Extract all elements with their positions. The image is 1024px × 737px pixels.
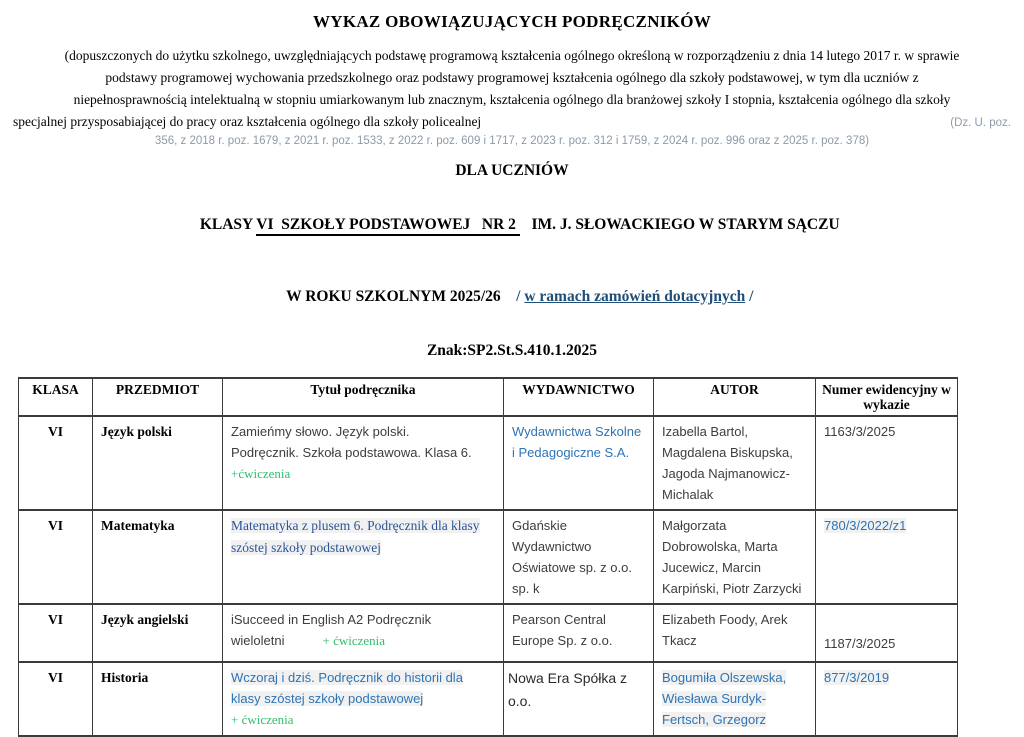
zamowienia-dotacyjne-link[interactable]: w ramach zamówień dotacyjnych [524, 288, 746, 305]
tytul-line2-wrap [231, 630, 495, 651]
klasy-prefix: KLASY [199, 216, 257, 233]
cell-przedmiot: Język polski [93, 416, 223, 510]
intro-line-1: (dopuszczonych do użytku szkolnego, uwzględniających podstawę programową kształcenia ogólnego określoną w rozporządzeniu z dnia 14 lutego 2017 r. w sprawie [64, 48, 960, 63]
tytul-text: Matematyka z plusem 6. Podręcznik dla klasy szóstej szkoły podstawowej [231, 518, 480, 556]
tytul-line: wieloletni [231, 633, 285, 649]
dla-uczniow-heading: DLA UCZNIÓW [455, 162, 569, 179]
cell-przedmiot: Historia [93, 662, 223, 735]
col-header-autor: AUTOR [654, 378, 816, 416]
znak-heading: Znak:SP2.St.S.410.1.2025 [426, 342, 598, 359]
cell-numer [816, 662, 958, 735]
tytul-text: Wczoraj i dziś. Podręcznik do historii dla klasy szóstej szkoły podstawowej [231, 670, 463, 707]
cell-autor: Izabella Bartol, Magdalena Biskupska, Jagoda Najmanowicz-Michalak [654, 416, 816, 510]
col-header-przedmiot: PRZEDMIOT [93, 378, 223, 416]
col-header-tytul: Tytuł podręcznika [223, 378, 504, 416]
cell-numer [816, 604, 958, 662]
cell-przedmiot: Matematyka [93, 510, 223, 604]
intro-line-2: podstawy programowej wychowania przedszkolnego oraz podstawy programowej kształcenia ogólnego dla szkoły podstawowej, w tym dla uczniów z [105, 70, 919, 85]
legal-ref-continued: 356, z 2018 r. poz. 1679, z 2021 r. poz. 1533, z 2022 r. poz. 609 i 1717, z 2023 r. poz. 312 i 1759, z 2024 r. poz. 996 oraz z 2025 r. poz. 378) [154, 135, 870, 147]
cell-przedmiot: Język angielski [93, 604, 223, 662]
table-row [19, 662, 958, 735]
numer-text: 1187/3/2025 [824, 636, 896, 652]
cell-klasa: VI [19, 662, 93, 735]
tytul-line: Podręcznik. Szkoła podstawowa. Klasa 6. [231, 445, 472, 461]
klasy-heading [0, 198, 1024, 252]
cell-tytul [223, 662, 504, 735]
cell-wydawnictwo: Nowa Era Spółka z o.o. [504, 662, 654, 735]
page-title: WYKAZ OBOWIĄZUJĄCYCH PODRĘCZNIKÓW [312, 12, 712, 31]
klasy-suffix: IM. J. SŁOWACKIEGO W STARYM SĄCZU [519, 216, 840, 233]
numer-text: 877/3/2019 [824, 670, 890, 686]
cell-autor [654, 662, 816, 735]
cell-wydawnictwo [504, 416, 654, 510]
col-header-wydawnictwo: WYDAWNICTWO [504, 378, 654, 416]
klasy-underlined-segment: VI SZKOŁY PODSTAWOWEJ NR 2 [256, 216, 520, 236]
table-header-row [19, 378, 958, 416]
tytul-line: iSucceed in English A2 Podręcznik [231, 612, 432, 628]
cell-autor: Elizabeth Foody, Arek Tkacz [654, 604, 816, 662]
slash-close: / [745, 288, 754, 305]
table-row [19, 510, 958, 604]
document-page [0, 12, 1024, 737]
intro-line-4-text: specjalnej przysposabiającej do pracy oraz kształcenia ogólnego dla szkoły policealnej [13, 114, 482, 129]
tytul-line: Zamieńmy słowo. Język polski. [231, 424, 410, 439]
intro-line-4 [13, 111, 1011, 134]
col-header-numer: Numer ewidencyjny w wykazie [816, 378, 958, 416]
cell-numer [816, 510, 958, 604]
cwiczenia-note: + ćwiczenia [322, 633, 386, 649]
cell-klasa: VI [19, 416, 93, 510]
intro-line-3: niepełnosprawnością intelektualną w stopniu umiarkowanym lub znacznym, kształcenia ogólnego dla branżowej szkoły I stopnia, kształcenia ogólnego dla szkoły [73, 92, 951, 107]
cell-tytul [223, 604, 504, 662]
table-row [19, 416, 958, 510]
cell-tytul [223, 416, 504, 510]
legal-ref-start: (Dz. U. poz. [950, 117, 1011, 129]
cwiczenia-note: +ćwiczenia [231, 466, 291, 482]
autor-text: Bogumiła Olszewska, Wiesława Surdyk-Fertsch, Grzegorz [662, 670, 787, 728]
cell-klasa: VI [19, 604, 93, 662]
rok-szkolny-heading [0, 270, 1024, 324]
cell-autor: Małgorzata Dobrowolska, Marta Jucewicz, Marcin Karpiński, Piotr Zarzycki [654, 510, 816, 604]
col-header-klasa: KLASA [19, 378, 93, 416]
cell-wydawnictwo: Gdańskie Wydawnictwo Oświatowe sp. z o.o. sp. k [504, 510, 654, 604]
cell-wydawnictwo: Pearson Central Europe Sp. z o.o. [504, 604, 654, 662]
intro-paragraph [0, 45, 1024, 149]
table-row [19, 604, 958, 662]
cwiczenia-note: + ćwiczenia [231, 712, 294, 728]
textbook-table [18, 377, 958, 737]
slash-open: / [500, 288, 525, 305]
numer-text: 780/3/2022/z1 [824, 518, 907, 534]
rok-szkolny-text: W ROKU SZKOLNYM 2025/26 [286, 288, 501, 305]
cell-numer: 1163/3/2025 [816, 416, 958, 510]
wydawnictwo-text: Wydawnictwa Szkolne i Pedagogiczne S.A. [512, 424, 642, 461]
cell-klasa: VI [19, 510, 93, 604]
cell-tytul [223, 510, 504, 604]
